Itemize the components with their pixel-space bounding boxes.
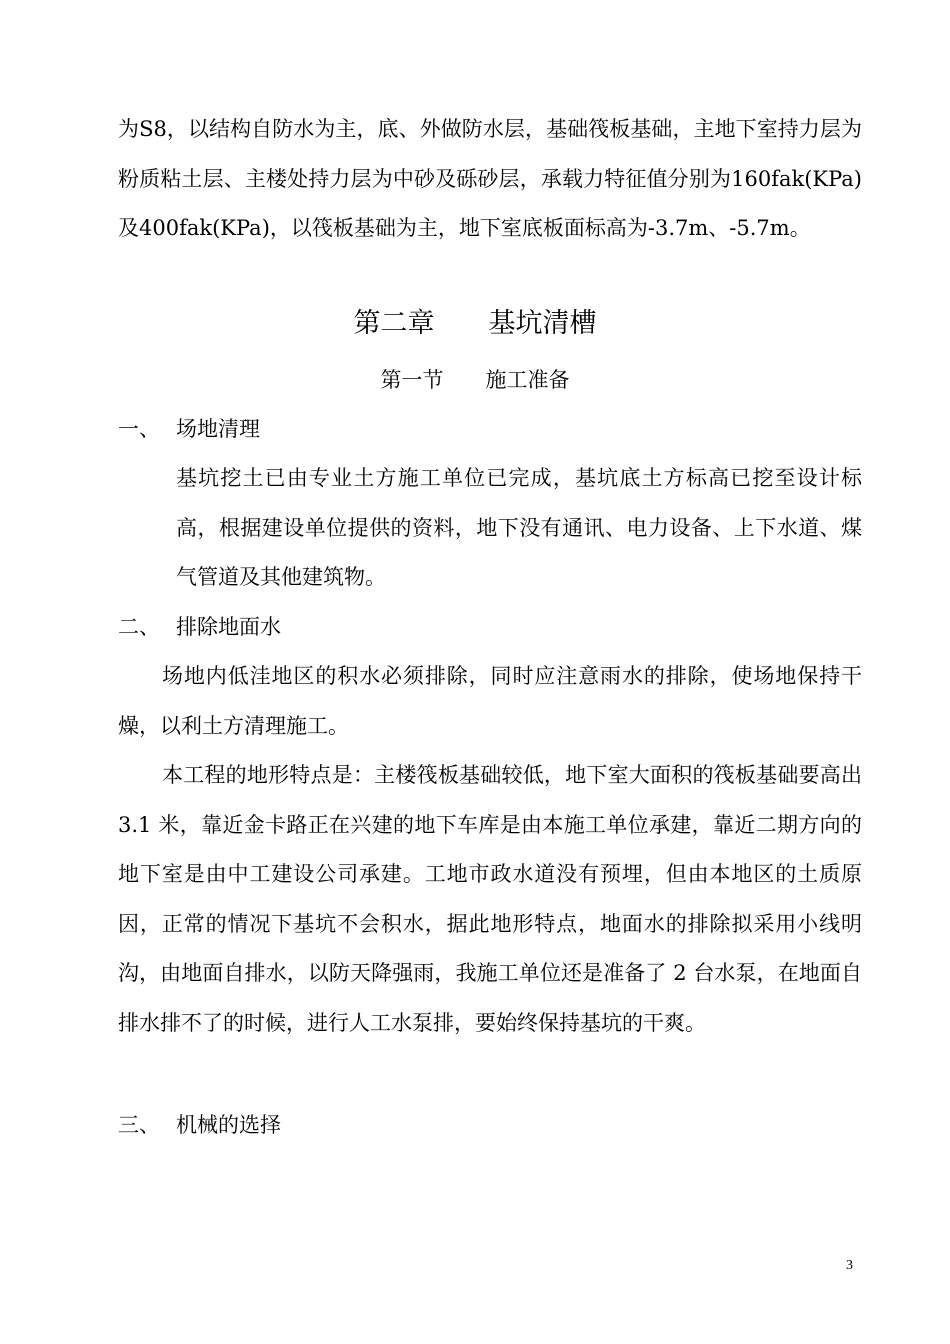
item-heading-1 — [118, 415, 260, 443]
item-number: 二、 — [118, 615, 160, 639]
item-2-paragraph-2: 本工程的地形特点是：主楼筏板基础较低，地下室大面积的筏板基础要高出 3.1 米，靠近金卡路正在兴建的地下车库是由本施工单位承建，靠近二期方向的地下室是由中工建设公司承建。工地市政水道没有预埋，但由本地区的土质原因，正常的情况下基坑不会积水，据此地形特点，地面水的排除拟采用小线明沟，由地面自排水，以防天降强雨，我施工单位还是准备了 2 台水泵，在地面自排水排不了的时候，进行人工水泵排，要始终保持基坑的干爽。 — [118, 763, 862, 1035]
item-number: 一、 — [118, 417, 160, 441]
item-title: 机械的选择 — [176, 1113, 281, 1137]
item-2-paragraph-1: 场地内低洼地区的积水必须排除，同时应注意雨水的排除，使场地保持干燥，以利土方清理施工。 — [118, 664, 862, 738]
item-1-paragraph: 基坑挖土已由专业土方施工单位已完成，基坑底土方标高已挖至设计标高，根据建设单位提供的资料，地下没有通讯、电力设备、上下水道、煤气管道及其他建筑物。 — [176, 466, 862, 589]
item-heading-3 — [118, 1111, 281, 1139]
intro-paragraph: 为S8，以结构自防水为主，底、外做防水层，基础筏板基础，主地下室持力层为粉质粘土层、主楼处持力层为中砂及砾砂层，承载力特征值分别为160fak(KPa)及400fak(KPa)，以筏板基础为主，地下室底板面标高为-3.7m、-5.7m。 — [118, 117, 862, 240]
item-title: 场地清理 — [176, 417, 260, 441]
item-heading-2 — [118, 613, 281, 641]
item-title: 排除地面水 — [176, 615, 281, 639]
page-number: 3 — [846, 1258, 853, 1273]
section-title: 第一节 施工准备 — [380, 368, 570, 392]
chapter-title: 第二章 基坑清槽 — [353, 308, 597, 339]
item-number: 三、 — [118, 1113, 160, 1137]
